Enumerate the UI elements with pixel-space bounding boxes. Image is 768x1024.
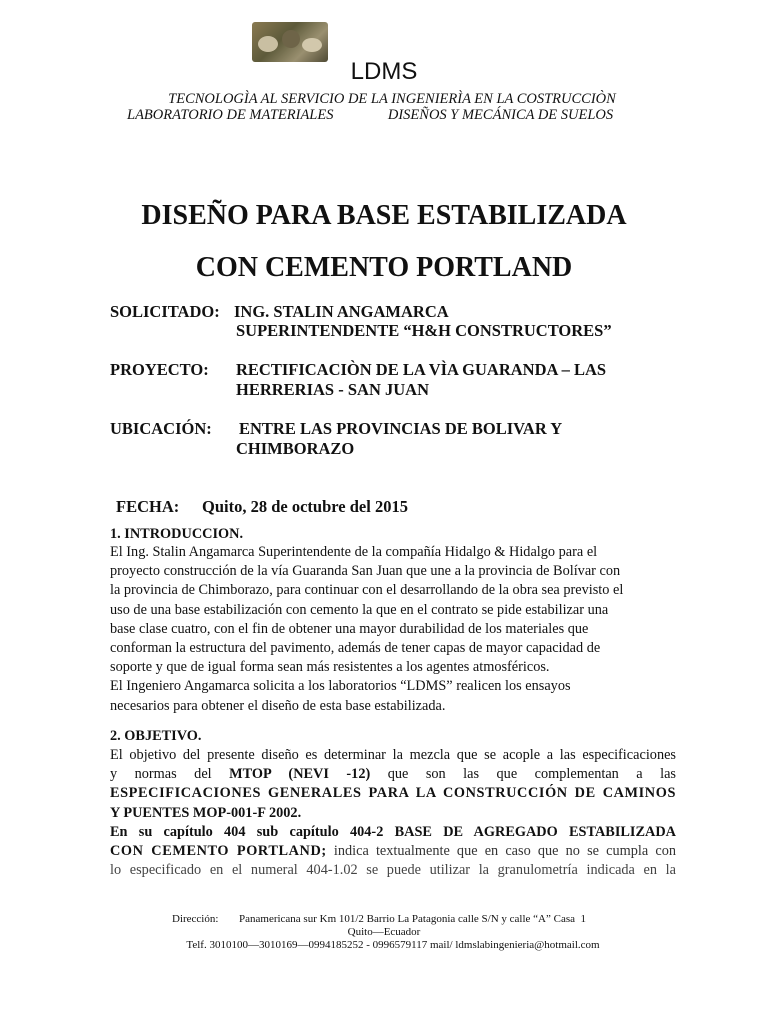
- text-line: El Ingeniero Angamarca solicita a los laboratorios “LDMS” realicen los ensayos: [110, 678, 571, 695]
- text-line: lo especificado en el numeral 404-1.02 se puede utilizar la granulometría indicada en la: [110, 862, 676, 879]
- solicitado-label: SOLICITADO:: [110, 302, 220, 321]
- text-line: base clase cuatro, con el fin de obtener una mayor durabilidad de los materiales que: [110, 620, 589, 637]
- text-line: necesarios para obtener el diseño de esta base estabilizada.: [110, 697, 446, 714]
- text-line: Y PUENTES MOP-001-F 2002.: [110, 804, 302, 821]
- document-title-line2: CON CEMENTO PORTLAND: [195, 252, 573, 283]
- footer-contact: Telf. 3010100—3010169—0994185252 - 0996579117 mail/ ldmslabingenieria@hotmail.com: [186, 939, 600, 951]
- intro-paragraph: [110, 543, 676, 716]
- proyecto-label: PROYECTO:: [110, 360, 209, 379]
- brand-name: LDMS: [350, 58, 418, 85]
- text-line: El Ing. Stalin Angamarca Superintendente de la compañía Hidalgo & Hidalgo para el: [110, 544, 598, 560]
- cemento-portland-reference: CON CEMENTO PORTLAND;: [110, 843, 327, 860]
- text-line: proyecto construcción de la vía Guaranda San Juan que une a la provincia de Bolívar con: [110, 563, 621, 580]
- tagline-design: DISEÑOS Y MECÁNICA DE SUELOS: [387, 107, 614, 123]
- text-line: uso de una base estabilización con cemento la que en el contrato se pide estabilizar una: [110, 601, 609, 618]
- tagline-lab: LABORATORIO DE MATERIALES: [127, 107, 334, 123]
- footer-city: Quito—Ecuador: [347, 926, 421, 938]
- text-line: El objetivo del presente diseño es determinar la mezcla que se acople a las especificaciones: [110, 747, 676, 763]
- text-line: En su capítulo 404 sub capítulo 404-2 BASE DE AGREGADO ESTABILIZADA: [110, 823, 676, 840]
- section-heading-introduccion: 1. INTRODUCCION.: [110, 526, 244, 542]
- proyecto-value-2: HERRERIAS - SAN JUAN: [236, 380, 429, 399]
- text-line: la provincia de Chimborazo, para continuar con el desarrollando de la obra sea previsto el: [110, 582, 624, 599]
- proyecto-value-1: RECTIFICACIÒN DE LA VÌA GUARANDA – LAS: [236, 360, 607, 379]
- ubicacion-label: UBICACIÓN:: [110, 419, 212, 438]
- objetivo-paragraph: [110, 746, 676, 880]
- company-logo: [252, 22, 328, 62]
- text-line: ESPECIFICACIONES GENERALES PARA LA CONSTRUCCIÓN DE CAMINOS: [110, 785, 676, 802]
- text-run: indica textualmente que en caso que no se cumpla con: [326, 843, 676, 860]
- text-line: [110, 842, 676, 861]
- solicitado-value-1: ING. STALIN ANGAMARCA: [234, 302, 449, 321]
- text-line: conforman la estructura del pavimento, además de tener capas de mayor capacidad de: [110, 640, 601, 657]
- footer-address-label: Dirección:: [172, 913, 219, 925]
- section-heading-objetivo: 2. OBJETIVO.: [110, 728, 202, 744]
- fecha-value: Quito, 28 de octubre del 2015: [202, 497, 408, 516]
- tagline-departments: [127, 107, 613, 124]
- solicitado-value-2: SUPERINTENDENTE “H&H CONSTRUCTORES”: [236, 321, 612, 340]
- fecha-label: FECHA:: [116, 497, 180, 516]
- tagline-technology: TECNOLOGÌA AL SERVICIO DE LA INGENIERÌA EN LA COSTRUCCIÒN: [168, 91, 616, 107]
- document-title-line1: DISEÑO PARA BASE ESTABILIZADA: [141, 200, 627, 231]
- ubicacion-value-1: ENTRE LAS PROVINCIAS DE BOLIVAR Y: [239, 419, 563, 438]
- text-line: soporte y que de igual forma sean más resistentes a los agentes atmosféricos.: [110, 659, 550, 676]
- mtop-reference: MTOP (NEVI -12): [229, 766, 371, 783]
- text-run: y normas del: [110, 766, 230, 783]
- footer-address: Panamericana sur Km 101/2 Barrio La Patagonia calle S/N y calle “A” Casa 1: [239, 913, 586, 925]
- text-line: [110, 765, 676, 784]
- ubicacion-value-2: CHIMBORAZO: [236, 439, 355, 458]
- text-run: que son las que complementan a las: [370, 766, 676, 783]
